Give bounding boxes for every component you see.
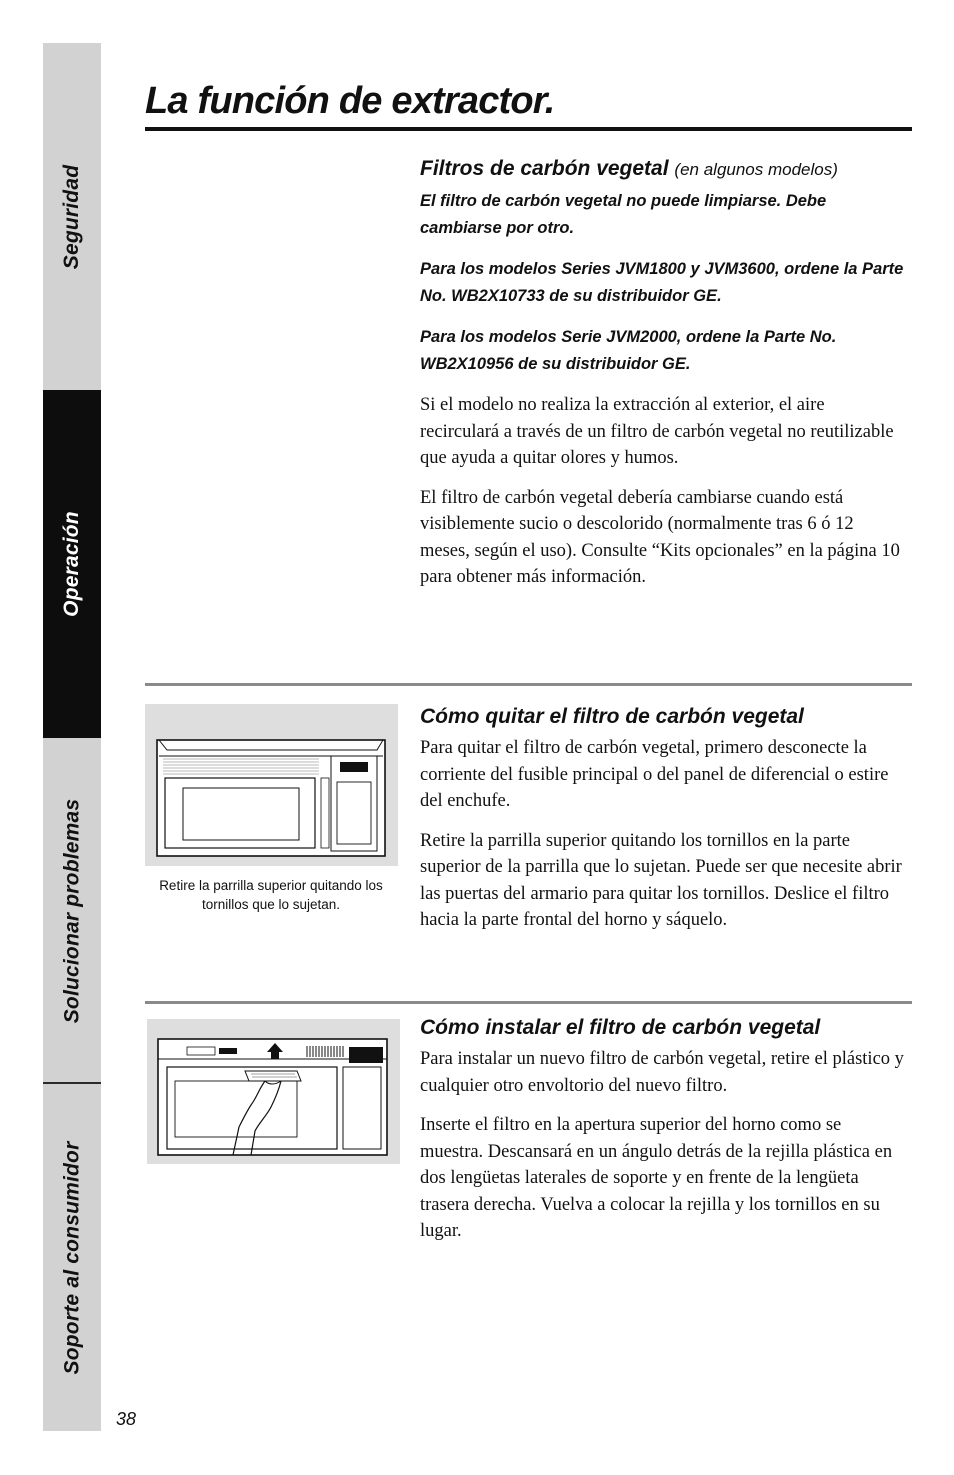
paragraph: El filtro de carbón vegetal debería cambiarse cuando está visiblemente sucio o descolorido (normalmente tras 6 ó 12 meses, según el uso). Consulte “Kits opcionales” en la página 10 para obtener más información. xyxy=(420,487,900,587)
title-rule xyxy=(145,127,912,131)
tab-solucionar-problemas[interactable] xyxy=(43,738,101,1083)
page-title: La función de extractor. xyxy=(145,80,555,122)
tab-operacion[interactable] xyxy=(43,390,101,738)
tab-label: Solucionar problemas xyxy=(60,798,83,1023)
tab-label: Seguridad xyxy=(60,164,84,269)
heading-text: Filtros de carbón vegetal xyxy=(420,157,669,180)
section-divider xyxy=(145,1001,912,1004)
section-divider xyxy=(145,683,912,686)
paragraph: Retire la parrilla superior quitando los tornillos en la parte superior de la parrilla que lo sujetan. Puede ser que necesite abrir las puertas del armario para quitar los tornillos. Deslice el filtro hacia la parte frontal del horno y sáquelo. xyxy=(420,830,902,930)
bold-note: Para los modelos Serie JVM2000, ordene la Parte No. WB2X10956 de su distribuidor GE. xyxy=(420,328,837,373)
filter-install-illustration xyxy=(147,1019,400,1164)
tab-seguridad[interactable] xyxy=(43,43,101,390)
tab-label: Operación xyxy=(60,511,84,617)
paragraph: Para quitar el filtro de carbón vegetal, primero desconecte la corriente del fusible principal o del panel de diferencial o estire del enchufe. xyxy=(420,738,889,811)
microwave-front-illustration xyxy=(145,704,398,866)
figure-caption: Retire la parrilla superior quitando los tornillos que lo sujetan. xyxy=(159,878,383,912)
charcoal-filter-section xyxy=(420,156,905,604)
paragraph: Inserte el filtro en la apertura superior del horno como se muestra. Descansará en un ángulo detrás de la rejilla plástica en dos lengüetas laterales de soporte y en frente de la lengüeta trasera derecha. Vuelva a colocar la rejilla y los tornillos en su lugar. xyxy=(420,1115,893,1241)
section-heading: Cómo instalar el filtro de carbón vegetal xyxy=(420,1016,821,1039)
bold-note: El filtro de carbón vegetal no puede limpiarse. Debe cambiarse por otro. xyxy=(420,192,827,237)
heading-note: (en algunos modelos) xyxy=(674,160,838,179)
page-number: 38 xyxy=(116,1409,137,1429)
paragraph: Si el modelo no realiza la extracción al exterior, el aire recirculará a través de un filtro de carbón vegetal no reutilizable que ayuda a quitar olores y humos. xyxy=(420,395,894,468)
section-heading xyxy=(420,156,905,183)
install-filter-section xyxy=(420,1015,905,1258)
section-heading: Cómo quitar el filtro de carbón vegetal xyxy=(420,705,804,728)
remove-filter-section xyxy=(420,704,905,947)
tab-soporte-al-consumidor[interactable] xyxy=(43,1084,101,1431)
bold-note: Para los modelos Series JVM1800 y JVM3600, ordene la Parte No. WB2X10733 de su distribuidor GE. xyxy=(420,260,904,305)
paragraph: Para instalar un nuevo filtro de carbón vegetal, retire el plástico y cualquier otro envoltorio del nuevo filtro. xyxy=(420,1049,904,1096)
tab-label: Soporte al consumidor xyxy=(60,1141,83,1374)
